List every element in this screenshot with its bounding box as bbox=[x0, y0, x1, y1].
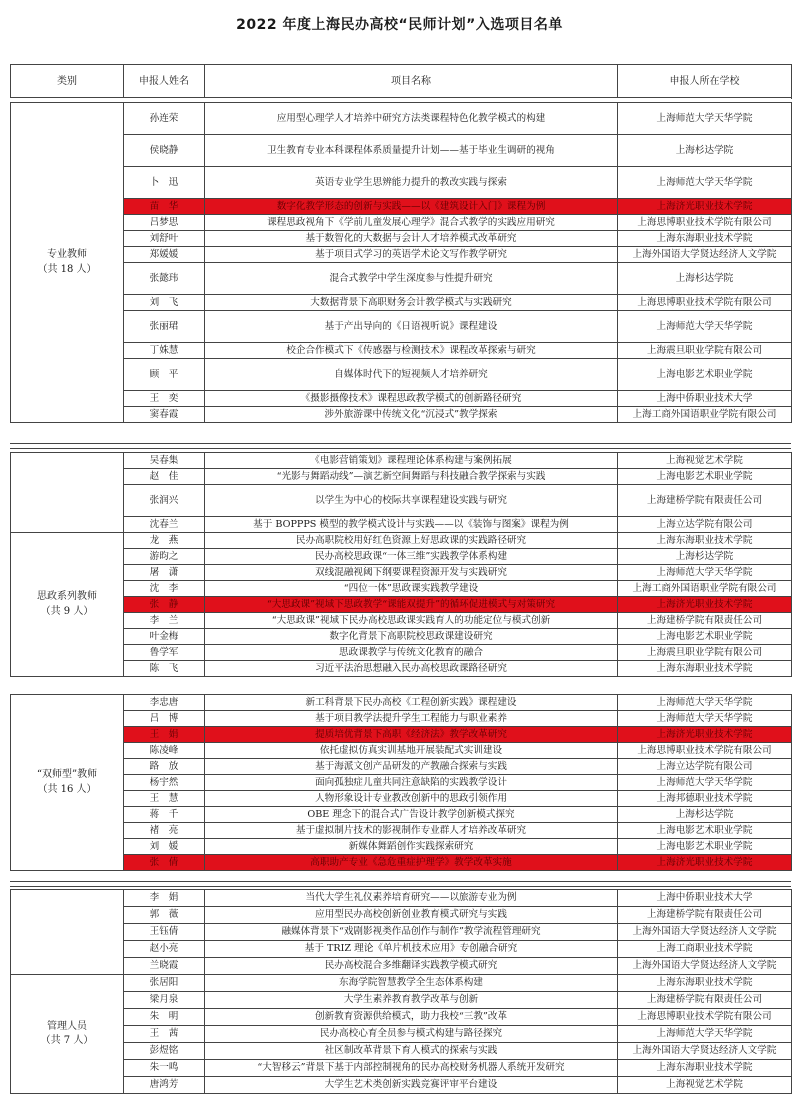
school-name: 上海电影艺术职业学院 bbox=[618, 629, 792, 645]
project-name: 校企合作模式下《传感器与检测技术》课程改革探索与研究 bbox=[205, 343, 618, 359]
school-name: 上海电影艺术职业学院 bbox=[618, 469, 792, 485]
table-row bbox=[11, 1009, 792, 1026]
project-name: 基于项目教学法提升学生工程能力与职业素养 bbox=[205, 711, 618, 727]
school-name: 上海师范大学天华学院 bbox=[618, 103, 792, 135]
project-name: 习近平法治思想融入民办高校思政课路径研究 bbox=[205, 661, 618, 677]
table-row bbox=[11, 907, 792, 924]
project-name: 《摄影摄像技术》课程思政教学模式的创新路径研究 bbox=[205, 391, 618, 407]
applicant-name: 孙连荣 bbox=[124, 103, 205, 135]
applicant-name: 张 倩 bbox=[124, 855, 205, 871]
applicant-name: 吴春集 bbox=[124, 453, 205, 469]
table-row bbox=[11, 359, 792, 391]
school-name: 上海东海职业技术学院 bbox=[618, 1060, 792, 1077]
school-name: 上海师范大学天华学院 bbox=[618, 167, 792, 199]
school-name: 上海杉达学院 bbox=[618, 263, 792, 295]
table-row bbox=[11, 711, 792, 727]
school-name: 上海工商外国语职业学院有限公司 bbox=[618, 407, 792, 423]
table-row bbox=[11, 1077, 792, 1094]
table-row bbox=[11, 1060, 792, 1077]
school-name: 上海师范大学天华学院 bbox=[618, 1026, 792, 1043]
applicant-name: 张居阳 bbox=[124, 975, 205, 992]
category-label: （共 18 人） bbox=[37, 263, 97, 275]
table-row bbox=[11, 775, 792, 791]
table-row bbox=[11, 839, 792, 855]
applicant-name: 郭 薇 bbox=[124, 907, 205, 924]
project-name: 卫生教育专业本科课程体系质量提升计划——基于毕业生调研的视角 bbox=[205, 135, 618, 167]
project-name: 基于海派文创产品研发的产教融合探索与实践 bbox=[205, 759, 618, 775]
project-name: 基于 BOPPPS 模型的教学模式设计与实践——以《装饰与图案》课程为例 bbox=[205, 517, 618, 533]
applicant-name: 侯晓静 bbox=[124, 135, 205, 167]
applicant-name: 李 兰 bbox=[124, 613, 205, 629]
applicant-name: 张懿玮 bbox=[124, 263, 205, 295]
applicant-name: 唐鸿芳 bbox=[124, 1077, 205, 1094]
applicant-name: 李 娟 bbox=[124, 890, 205, 907]
school-name: 上海思博职业技术学院有限公司 bbox=[618, 1009, 792, 1026]
applicant-name: 陈 飞 bbox=[124, 661, 205, 677]
school-name: 上海电影艺术职业学院 bbox=[618, 823, 792, 839]
project-name: 民办高校思政课“一体三维”实践教学体系构建 bbox=[205, 549, 618, 565]
project-name: 高职助产专业《急危重症护理学》教学改革实施 bbox=[205, 855, 618, 871]
applicant-name: 王 茜 bbox=[124, 1026, 205, 1043]
project-name: 基于数智化的大数据与会计人才培养模式改革研究 bbox=[205, 231, 618, 247]
table-row bbox=[11, 695, 792, 711]
school-name: 上海视觉艺术学院 bbox=[618, 453, 792, 469]
project-name: 基于产出导向的《日语视听说》课程建设 bbox=[205, 311, 618, 343]
table-row bbox=[11, 517, 792, 533]
applicant-name: 张丽珺 bbox=[124, 311, 205, 343]
school-name: 上海师范大学天华学院 bbox=[618, 311, 792, 343]
table-row bbox=[11, 199, 792, 215]
school-name: 上海师范大学天华学院 bbox=[618, 775, 792, 791]
applicant-name: 屠 潇 bbox=[124, 565, 205, 581]
applicant-name: 郑媛媛 bbox=[124, 247, 205, 263]
header-school: 申报人所在学校 bbox=[618, 65, 792, 99]
school-name: 上海震旦职业学院有限公司 bbox=[618, 645, 792, 661]
table-row bbox=[11, 103, 792, 135]
table-row bbox=[11, 958, 792, 975]
applicant-name: 刘舒叶 bbox=[124, 231, 205, 247]
table-row bbox=[11, 1026, 792, 1043]
table-row bbox=[11, 453, 792, 469]
project-name: 融媒体背景下“戏剧影视类作品创作与制作”教学流程管理研究 bbox=[205, 924, 618, 941]
project-name: 民办高校混合多维翻译实践教学模式研究 bbox=[205, 958, 618, 975]
school-name: 上海济光职业技术学院 bbox=[618, 727, 792, 743]
school-name: 上海师范大学天华学院 bbox=[618, 565, 792, 581]
project-name: “光影与舞蹈动线”—演艺新空间舞蹈与科技融合教学探索与实践 bbox=[205, 469, 618, 485]
school-name: 上海电影艺术职业学院 bbox=[618, 359, 792, 391]
project-name: 课程思政视角下《学前儿童发展心理学》混合式教学的实践应用研究 bbox=[205, 215, 618, 231]
applicant-name: 叶金梅 bbox=[124, 629, 205, 645]
section-gap bbox=[10, 881, 791, 887]
school-name: 上海立达学院有限公司 bbox=[618, 517, 792, 533]
applicant-name: 吕 博 bbox=[124, 711, 205, 727]
table-row bbox=[11, 613, 792, 629]
table-row bbox=[11, 485, 792, 517]
table-row bbox=[11, 549, 792, 565]
applicant-name: 苗 华 bbox=[124, 199, 205, 215]
project-name: 新工科背景下民办高校《工程创新实践》课程建设 bbox=[205, 695, 618, 711]
table-row bbox=[11, 597, 792, 613]
school-name: 上海中侨职业技术大学 bbox=[618, 391, 792, 407]
project-name: “大思政课”视域下思政教学“课能双提升”的循环促进模式与对策研究 bbox=[205, 597, 618, 613]
applicant-name: 陈凌峰 bbox=[124, 743, 205, 759]
applicant-name: 龙 燕 bbox=[124, 533, 205, 549]
table-row bbox=[11, 807, 792, 823]
table-row bbox=[11, 992, 792, 1009]
category-label: 专业教师 bbox=[47, 249, 87, 260]
applicant-name: 朱 明 bbox=[124, 1009, 205, 1026]
table-row bbox=[11, 890, 792, 907]
school-name: 上海杉达学院 bbox=[618, 549, 792, 565]
school-name: 上海杉达学院 bbox=[618, 807, 792, 823]
table-row bbox=[11, 533, 792, 549]
school-name: 上海东海职业技术学院 bbox=[618, 661, 792, 677]
applicant-name: 王钰倩 bbox=[124, 924, 205, 941]
school-name: 上海东海职业技术学院 bbox=[618, 231, 792, 247]
project-name: 应用型民办高校创新创业教育模式研究与实践 bbox=[205, 907, 618, 924]
table-row bbox=[11, 823, 792, 839]
school-name: 上海视觉艺术学院 bbox=[618, 1077, 792, 1094]
table-row bbox=[11, 343, 792, 359]
applicant-name: 丁姝慧 bbox=[124, 343, 205, 359]
category-label: 思政系列教师 bbox=[37, 591, 97, 602]
applicant-name: 王 慧 bbox=[124, 791, 205, 807]
applicant-name: 卜 迅 bbox=[124, 167, 205, 199]
applicant-name: 鲁学军 bbox=[124, 645, 205, 661]
table-row bbox=[11, 941, 792, 958]
project-name: 大数据背景下高职财务会计教学模式与实践研究 bbox=[205, 295, 618, 311]
table-row bbox=[11, 135, 792, 167]
school-name: 上海外国语大学贤达经济人文学院 bbox=[618, 958, 792, 975]
page-title: 2022 年度上海民办高校“民师计划”入选项目名单 bbox=[236, 17, 563, 33]
school-name: 上海济光职业技术学院 bbox=[618, 855, 792, 871]
category-label: （共 7 人） bbox=[40, 1035, 94, 1046]
table-row bbox=[11, 727, 792, 743]
school-name: 上海建桥学院有限责任公司 bbox=[618, 613, 792, 629]
table-row bbox=[11, 263, 792, 295]
category-cell bbox=[11, 103, 124, 423]
project-name: 数字化背景下高职院校思政课建设研究 bbox=[205, 629, 618, 645]
applicant-name: 窦春霞 bbox=[124, 407, 205, 423]
project-name: 基于项目式学习的英语学术论文写作教学研究 bbox=[205, 247, 618, 263]
group-table-professional bbox=[10, 102, 792, 423]
school-name: 上海电影艺术职业学院 bbox=[618, 839, 792, 855]
school-name: 上海建桥学院有限责任公司 bbox=[618, 485, 792, 517]
school-name: 上海杉达学院 bbox=[618, 135, 792, 167]
project-name: 自媒体时代下的短视频人才培养研究 bbox=[205, 359, 618, 391]
school-name: 上海济光职业技术学院 bbox=[618, 597, 792, 613]
category-cell bbox=[11, 975, 124, 1094]
applicant-name: 赵小亮 bbox=[124, 941, 205, 958]
table-row bbox=[11, 975, 792, 992]
applicant-name: 王 奕 bbox=[124, 391, 205, 407]
applicant-name: 刘 飞 bbox=[124, 295, 205, 311]
school-name: 上海思博职业技术学院有限公司 bbox=[618, 743, 792, 759]
project-name: 英语专业学生思辨能力提升的教改实践与探索 bbox=[205, 167, 618, 199]
table-row bbox=[11, 231, 792, 247]
category-label: （共 16 人） bbox=[37, 783, 97, 795]
table-row bbox=[11, 759, 792, 775]
project-name: 基于虚拟制片技术的影视制作专业群人才培养改革研究 bbox=[205, 823, 618, 839]
project-name: 新媒体舞蹈创作实践探索研究 bbox=[205, 839, 618, 855]
table-header bbox=[10, 64, 792, 99]
group-table-management bbox=[10, 889, 792, 1094]
school-name: 上海师范大学天华学院 bbox=[618, 711, 792, 727]
project-name: 当代大学生礼仪素养培育研究——以旅游专业为例 bbox=[205, 890, 618, 907]
applicant-name: 刘 媛 bbox=[124, 839, 205, 855]
category-label: （共 9 人） bbox=[40, 605, 94, 617]
school-name: 上海东海职业技术学院 bbox=[618, 533, 792, 549]
project-name: 混合式教学中学生深度参与性提升研究 bbox=[205, 263, 618, 295]
table-row bbox=[11, 215, 792, 231]
table-row bbox=[11, 391, 792, 407]
applicant-name: 顾 平 bbox=[124, 359, 205, 391]
applicant-name: 蒋 千 bbox=[124, 807, 205, 823]
project-name: 依托虚拟仿真实训基地开展装配式实训建设 bbox=[205, 743, 618, 759]
school-name: 上海工商外国语职业学院有限公司 bbox=[618, 581, 792, 597]
school-name: 上海工商职业技术学院 bbox=[618, 941, 792, 958]
applicant-name: 沈 李 bbox=[124, 581, 205, 597]
applicant-name: 李忠唐 bbox=[124, 695, 205, 711]
table-row bbox=[11, 311, 792, 343]
table-row bbox=[11, 743, 792, 759]
project-name: “大思政课”视域下民办高校思政课实践育人的功能定位与模式创新 bbox=[205, 613, 618, 629]
table-row bbox=[11, 407, 792, 423]
category-cell bbox=[11, 453, 124, 533]
applicant-name: 杨宇然 bbox=[124, 775, 205, 791]
school-name: 上海师范大学天华学院 bbox=[618, 695, 792, 711]
project-name: 数字化教学形态的创新与实践——以《建筑设计入门》课程为例 bbox=[205, 199, 618, 215]
project-name: 应用型心理学人才培养中研究方法类课程特色化教学模式的构建 bbox=[205, 103, 618, 135]
school-name: 上海外国语大学贤达经济人文学院 bbox=[618, 1043, 792, 1060]
project-name: 人物形象设计专业教改创新中的思政引领作用 bbox=[205, 791, 618, 807]
category-label: 管理人员 bbox=[47, 1020, 87, 1032]
category-cell bbox=[11, 695, 124, 871]
project-name: 基于 TRIZ 理论《单片机技术应用》专创融合研究 bbox=[205, 941, 618, 958]
section-gap bbox=[10, 443, 791, 449]
school-name: 上海济光职业技术学院 bbox=[618, 199, 792, 215]
project-name: 大学生素养教育教学改革与创新 bbox=[205, 992, 618, 1009]
project-name: 大学生艺术类创新实践竞赛评审平台建设 bbox=[205, 1077, 618, 1094]
category-cell bbox=[11, 533, 124, 677]
table-row bbox=[11, 167, 792, 199]
table-row bbox=[11, 791, 792, 807]
applicant-name: 沈春兰 bbox=[124, 517, 205, 533]
school-name: 上海外国语大学贤达经济人文学院 bbox=[618, 924, 792, 941]
applicant-name: 兰晓霞 bbox=[124, 958, 205, 975]
school-name: 上海建桥学院有限责任公司 bbox=[618, 907, 792, 924]
project-name: 民办高校心育全员参与模式构建与路径探究 bbox=[205, 1026, 618, 1043]
school-name: 上海思博职业技术学院有限公司 bbox=[618, 215, 792, 231]
category-label: “双师型”教师 bbox=[36, 769, 98, 780]
table-row bbox=[11, 565, 792, 581]
table-row bbox=[11, 1043, 792, 1060]
project-name: 民办高职院校用好红色资源上好思政课的实践路径研究 bbox=[205, 533, 618, 549]
table-row bbox=[11, 661, 792, 677]
school-name: 上海建桥学院有限责任公司 bbox=[618, 992, 792, 1009]
school-name: 上海邦德职业技术学院 bbox=[618, 791, 792, 807]
table-row bbox=[11, 855, 792, 871]
project-name: 提质培优背景下高职《经济法》教学改革研究 bbox=[205, 727, 618, 743]
applicant-name: 彭煜铭 bbox=[124, 1043, 205, 1060]
project-name: 创新教育资源供给模式，助力我校“三教”改革 bbox=[205, 1009, 618, 1026]
school-name: 上海震旦职业学院有限公司 bbox=[618, 343, 792, 359]
school-name: 上海立达学院有限公司 bbox=[618, 759, 792, 775]
project-name: 涉外旅游课中传统文化“沉浸式”教学探索 bbox=[205, 407, 618, 423]
school-name: 上海东海职业技术学院 bbox=[618, 975, 792, 992]
project-name: 思政课教学与传统文化教育的融合 bbox=[205, 645, 618, 661]
project-name: 东海学院智慧教学全生态体系构建 bbox=[205, 975, 618, 992]
group-table-dual-qualified bbox=[10, 694, 792, 871]
school-name: 上海中侨职业技术大学 bbox=[618, 890, 792, 907]
school-name: 上海外国语大学贤达经济人文学院 bbox=[618, 247, 792, 263]
project-name: “四位一体”思政课实践教学建设 bbox=[205, 581, 618, 597]
table-row bbox=[11, 469, 792, 485]
project-name: 社区制改革背景下育人模式的探索与实践 bbox=[205, 1043, 618, 1060]
applicant-name: 梁月泉 bbox=[124, 992, 205, 1009]
applicant-name: 张润兴 bbox=[124, 485, 205, 517]
header-applicant: 申报人姓名 bbox=[124, 65, 205, 99]
header-category: 类别 bbox=[11, 65, 124, 99]
header-project: 项目名称 bbox=[205, 65, 618, 99]
group-table-ideological bbox=[10, 452, 792, 677]
applicant-name: 王 娟 bbox=[124, 727, 205, 743]
applicant-name: 路 放 bbox=[124, 759, 205, 775]
applicant-name: 褚 亮 bbox=[124, 823, 205, 839]
project-name: 以学生为中心的校际共享课程建设实践与研究 bbox=[205, 485, 618, 517]
school-name: 上海思博职业技术学院有限公司 bbox=[618, 295, 792, 311]
project-name: 《电影营销策划》课程理论体系构建与案例拓展 bbox=[205, 453, 618, 469]
table-row bbox=[11, 629, 792, 645]
applicant-name: 张 静 bbox=[124, 597, 205, 613]
table-row bbox=[11, 247, 792, 263]
table-row bbox=[11, 295, 792, 311]
project-name: 面向孤独症儿童共同注意缺陷的实践教学设计 bbox=[205, 775, 618, 791]
applicant-name: 游昀之 bbox=[124, 549, 205, 565]
applicant-name: 吕梦思 bbox=[124, 215, 205, 231]
project-name: OBE 理念下的混合式广告设计教学创新模式探究 bbox=[205, 807, 618, 823]
project-name: 双线混融视阈下纲要课程资源开发与实践研究 bbox=[205, 565, 618, 581]
table-row bbox=[11, 645, 792, 661]
project-name: “大智移云”背景下基于内部控制视角的民办高校财务机器人系统开发研究 bbox=[205, 1060, 618, 1077]
category-cell bbox=[11, 890, 124, 975]
table-row bbox=[11, 924, 792, 941]
applicant-name: 赵 佳 bbox=[124, 469, 205, 485]
applicant-name: 朱一鸣 bbox=[124, 1060, 205, 1077]
table-row bbox=[11, 581, 792, 597]
